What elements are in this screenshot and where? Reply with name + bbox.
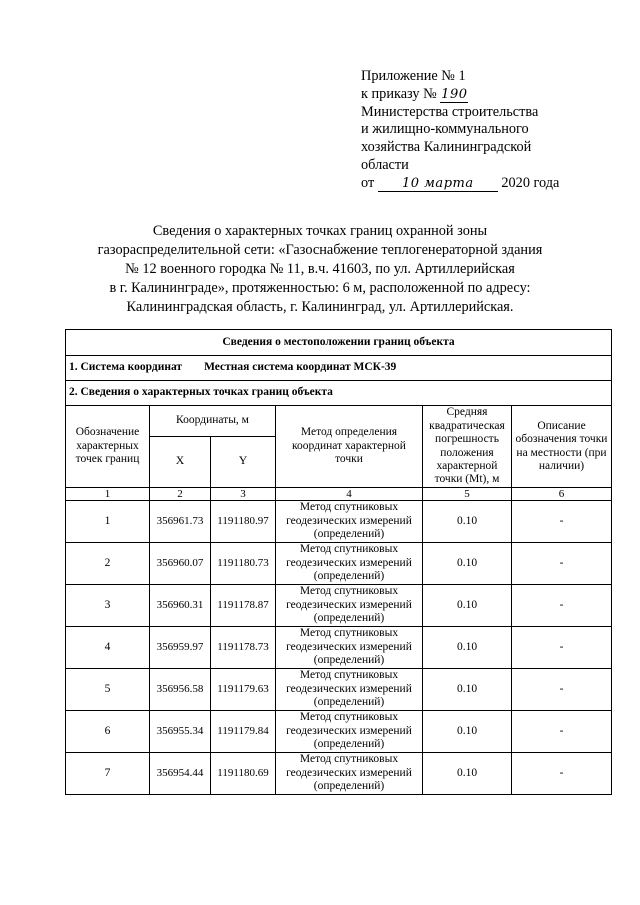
point-method: Метод спутниковых геодезических измерений (определений) xyxy=(276,669,423,711)
point-accuracy: 0.10 xyxy=(423,543,512,585)
point-y: 1191178.73 xyxy=(211,627,276,669)
ministry-line-4: области xyxy=(361,156,409,173)
column-number: 6 xyxy=(512,488,612,501)
point-y: 1191180.97 xyxy=(211,501,276,543)
point-x: 356956.58 xyxy=(150,669,211,711)
header-accuracy: Средняя квадратическая погрешность положения характерной точки (Mt), м xyxy=(423,406,512,488)
table-row xyxy=(66,753,612,795)
table-row xyxy=(66,585,612,627)
point-description: - xyxy=(512,753,612,795)
point-id: 2 xyxy=(66,543,150,585)
ministry-line-1: Министерства строительства xyxy=(361,103,539,120)
document-heading xyxy=(60,222,580,317)
point-method: Метод спутниковых геодезических измерений (определений) xyxy=(276,501,423,543)
date-line xyxy=(361,175,621,193)
column-number: 4 xyxy=(276,488,423,501)
table-row xyxy=(66,669,612,711)
table-title: Сведения о местоположении границ объекта xyxy=(66,330,612,356)
table-row xyxy=(66,501,612,543)
point-id: 3 xyxy=(66,585,150,627)
point-id: 7 xyxy=(66,753,150,795)
point-description: - xyxy=(512,501,612,543)
column-number: 1 xyxy=(66,488,150,501)
point-y: 1191178.87 xyxy=(211,585,276,627)
column-number: 3 xyxy=(211,488,276,501)
heading-line-5: Калининградская область, г. Калининград, ул. Артиллерийская. xyxy=(126,299,514,315)
point-id: 5 xyxy=(66,669,150,711)
point-accuracy: 0.10 xyxy=(423,627,512,669)
header-x: X xyxy=(150,437,211,488)
point-description: - xyxy=(512,627,612,669)
point-x: 356960.31 xyxy=(150,585,211,627)
point-y: 1191180.69 xyxy=(211,753,276,795)
point-accuracy: 0.10 xyxy=(423,585,512,627)
header-designation: Обозначение характерных точек границ xyxy=(66,406,150,488)
point-y: 1191179.63 xyxy=(211,669,276,711)
point-method: Метод спутниковых геодезических измерений (определений) xyxy=(276,585,423,627)
order-prefix: к приказу № xyxy=(361,85,437,102)
date-handwritten: 10 марта xyxy=(378,177,498,192)
point-description: - xyxy=(512,669,612,711)
ministry-line-3: хозяйства Калининградской xyxy=(361,139,532,156)
heading-line-3: № 12 военного городка № 11, в.ч. 41603, по ул. Артиллерийская xyxy=(125,261,515,277)
heading-line-1: Сведения о характерных точках границ охранной зоны xyxy=(152,223,488,239)
point-accuracy: 0.10 xyxy=(423,501,512,543)
coordinate-system-value: Местная система координат МСК-39 xyxy=(204,361,397,374)
heading-line-2: газораспределительной сети: «Газоснабжение теплогенераторной здания xyxy=(97,242,543,258)
table-row xyxy=(66,627,612,669)
point-method: Метод спутниковых геодезических измерений (определений) xyxy=(276,543,423,585)
date-suffix: 2020 года xyxy=(501,174,560,191)
column-number: 5 xyxy=(423,488,512,501)
column-number: 2 xyxy=(150,488,211,501)
point-id: 4 xyxy=(66,627,150,669)
point-method: Метод спутниковых геодезических измерений (определений) xyxy=(276,753,423,795)
point-method: Метод спутниковых геодезических измерений (определений) xyxy=(276,711,423,753)
ministry-line-2: и жилищно-коммунального xyxy=(361,121,529,138)
date-prefix: от xyxy=(361,174,375,191)
point-x: 356955.34 xyxy=(150,711,211,753)
boundary-points-table xyxy=(65,329,612,795)
point-id: 6 xyxy=(66,711,150,753)
point-description: - xyxy=(512,711,612,753)
point-accuracy: 0.10 xyxy=(423,669,512,711)
order-line xyxy=(361,86,621,104)
coordinate-system-row xyxy=(66,356,612,381)
point-accuracy: 0.10 xyxy=(423,711,512,753)
order-number-handwritten: 190 xyxy=(441,86,468,102)
point-x: 356959.97 xyxy=(150,627,211,669)
point-x: 356960.07 xyxy=(150,543,211,585)
point-description: - xyxy=(512,543,612,585)
coordinate-system-label: 1. Система координат xyxy=(69,361,183,374)
table-row xyxy=(66,543,612,585)
table-row xyxy=(66,711,612,753)
point-accuracy: 0.10 xyxy=(423,753,512,795)
heading-line-4: в г. Калининграде», протяженностью: 6 м, расположенной по адресу: xyxy=(109,280,531,296)
points-section-label: 2. Сведения о характерных точках границ объекта xyxy=(66,381,612,406)
point-description: - xyxy=(512,585,612,627)
header-coordinates: Координаты, м xyxy=(150,406,276,437)
point-id: 1 xyxy=(66,501,150,543)
header-y: Y xyxy=(211,437,276,488)
point-x: 356961.73 xyxy=(150,501,211,543)
point-y: 1191180.73 xyxy=(211,543,276,585)
header-description: Описание обозначения точки на местности (при наличии) xyxy=(512,406,612,488)
point-x: 356954.44 xyxy=(150,753,211,795)
point-y: 1191179.84 xyxy=(211,711,276,753)
header-method: Метод определения координат характерной точки xyxy=(276,406,423,488)
point-method: Метод спутниковых геодезических измерений (определений) xyxy=(276,627,423,669)
appendix-block xyxy=(361,68,621,193)
appendix-title: Приложение № 1 xyxy=(361,68,466,84)
